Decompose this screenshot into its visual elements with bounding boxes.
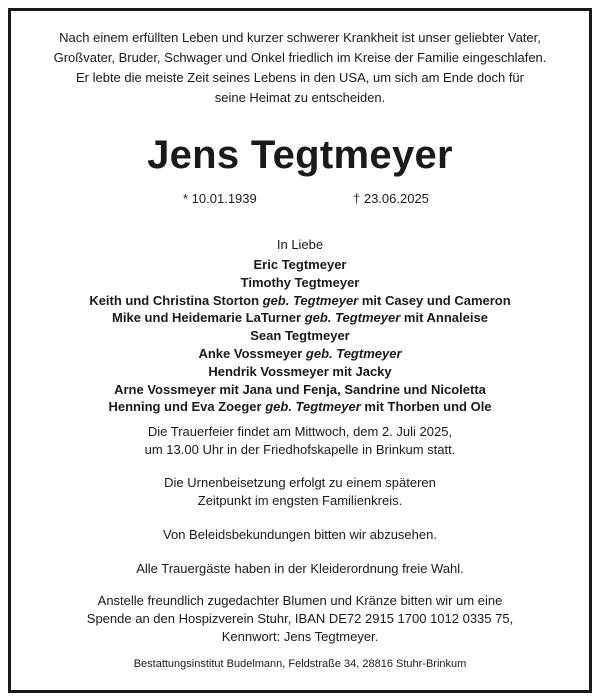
family-list [11, 256, 589, 416]
family-line: Henning und Eva Zoeger geb. Tegtmeyer mit Thorben und Ole [108, 399, 492, 415]
death-date: † 23.06.2025 [353, 191, 429, 206]
intro-line: Nach einem erfüllten Leben und kurzer schwerer Krankheit ist unser geliebter Vater, [59, 30, 541, 45]
family-line: Eric Tegtmeyer [253, 257, 347, 272]
family-line: Hendrik Vossmeyer mit Jacky [208, 363, 392, 379]
notice-border [8, 8, 592, 693]
intro-text [31, 28, 569, 108]
intro-line: seine Heimat zu entscheiden. [214, 90, 386, 105]
intro-line: Großvater, Bruder, Schwager und Onkel friedlich im Kreise der Familie eingeschlafen. [53, 50, 547, 65]
deceased-name: Jens Tegtmeyer [147, 133, 453, 177]
funeral-home-footer: Bestattungsinstitut Budelmann, Feldstraße 34, 28816 Stuhr-Brinkum [133, 658, 467, 670]
family-line: Timothy Tegtmeyer [240, 274, 360, 290]
condolence-note: Von Beleidsbekundungen bitten wir abzusehen. [163, 527, 437, 542]
urn-burial-info: Die Urnenbeisetzung erfolgt zu einem späteren Zeitpunkt im engsten Familienkreis. [164, 475, 436, 508]
donation-note: Anstelle freundlich zugedachter Blumen und Kränze bitten wir um eine Spende an den Hospizverein Stuhr, IBAN DE72 2915 1700 1012 0335 75, Kennwort: Jens Tegtmeyer. [86, 593, 514, 644]
family-line: Mike und Heidemarie LaTurner geb. Tegtmeyer mit Annaleise [112, 310, 488, 326]
family-line: Keith und Christina Storton geb. Tegtmeyer mit Casey und Cameron [89, 292, 511, 308]
family-line: Anke Vossmeyer geb. Tegtmeyer [198, 345, 402, 361]
dress-code-note: Alle Trauergäste haben in der Kleiderordnung freie Wahl. [136, 561, 464, 576]
family-line: Sean Tegtmeyer [250, 328, 350, 344]
birth-date: * 10.01.1939 [183, 191, 257, 206]
intro-line: Er lebte die meiste Zeit seines Lebens in den USA, um sich am Ende doch für [75, 70, 524, 85]
obituary-notice [11, 11, 589, 690]
in-liebe-label: In Liebe [276, 237, 324, 252]
family-line: Arne Vossmeyer mit Jana und Fenja, Sandrine und Nicoletta [114, 381, 486, 397]
funeral-service-info: Die Trauerfeier findet am Mittwoch, dem 2. Juli 2025, um 13.00 Uhr in der Friedhofskapelle in Brinkum statt. [144, 424, 456, 457]
